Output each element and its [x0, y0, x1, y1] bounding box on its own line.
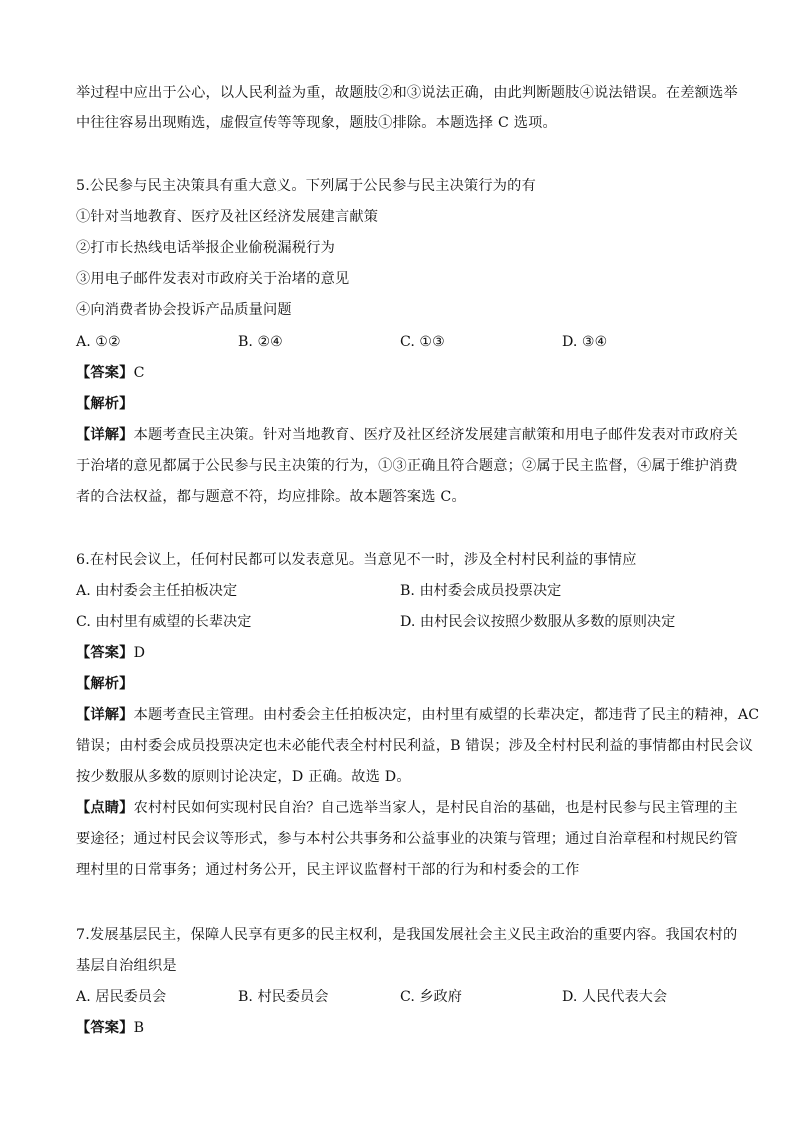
- q6-detail-text-1: 本题考查民主管理。由村委会主任拍板决定，由村里有威望的长辈决定，都违背了民主的精神，AC: [133, 707, 760, 723]
- q7-stem-1: 7.发展基层民主，保障人民享有更多的民主权利，是我国发展社会主义民主政治的重要内容。我国农村的: [76, 927, 738, 943]
- q6-stem: 6.在村民会议上，任何村民都可以发表意见。当意见不一时，涉及全村村民利益的事情应: [76, 552, 637, 568]
- q7-option-c: C. 乡政府: [400, 989, 462, 1005]
- q6-point-label: 【点睛】: [76, 800, 134, 816]
- q5-option-d: D. ③④: [562, 334, 608, 350]
- continuation-line-1: 举过程中应出于公心，以人民利益为重，故题肢②和③说法正确，由此判断题肢④说法错误。在差额选举: [76, 85, 738, 101]
- q5-detail-2: 于治堵的意见都属于公民参与民主决策的行为，①③正确且符合题意；②属于民主监督，④属于维护消费: [76, 458, 738, 474]
- q6-detail-2: 错误；由村委会成员投票决定也未必能代表全村村民利益，B 错误；涉及全村村民利益的事情都由村民会议: [76, 738, 754, 754]
- q5-answer-label: 【答案】: [76, 365, 134, 381]
- continuation-line-2: 中往往容易出现贿选，虚假宣传等等现象，题肢①排除。本题选择 C 选项。: [76, 115, 557, 131]
- q7-answer-label: 【答案】: [76, 1020, 134, 1036]
- q7-option-d: D. 人民代表大会: [562, 989, 668, 1005]
- q6-detail-label: 【详解】: [76, 707, 134, 723]
- q5-item-2: ②打市长热线电话举报企业偷税漏税行为: [76, 240, 335, 256]
- q6-option-c: C. 由村里有威望的长辈决定: [76, 614, 252, 630]
- q6-point-1: [76, 798, 740, 818]
- q7-option-a: A. 居民委员会: [76, 989, 167, 1005]
- q5-item-1: ①针对当地教育、医疗及社区经济发展建言献策: [76, 209, 379, 225]
- q5-answer: [76, 363, 740, 383]
- q5-item-4: ④向消费者协会投诉产品质量问题: [76, 302, 292, 318]
- q6-detail-1: [76, 705, 760, 725]
- q5-stem: 5.公民参与民主决策具有重大意义。下列属于公民参与民主决策行为的有: [76, 178, 536, 194]
- q5-option-b: B. ②④: [238, 334, 283, 350]
- q6-answer-label: 【答案】: [76, 645, 134, 661]
- q5-option-c: C. ①③: [400, 334, 445, 350]
- q5-detail-text-1: 本题考查民主决策。针对当地教育、医疗及社区经济发展建言献策和用电子邮件发表对市政府关: [133, 427, 738, 443]
- q6-analysis-label: 【解析】: [76, 676, 134, 692]
- q6-point-2: 要途径；通过村民会议等形式，参与本村公共事务和公益事业的决策与管理；通过自治章程和村规民约管: [76, 831, 738, 847]
- q6-answer: [76, 643, 740, 663]
- q5-item-3: ③用电子邮件发表对市政府关于治堵的意见: [76, 271, 350, 287]
- q6-option-d: D. 由村民会议按照少数服从多数的原则决定: [400, 614, 676, 630]
- q5-detail-3: 者的合法权益，都与题意不符，均应排除。故本题答案选 C。: [76, 489, 466, 505]
- q6-detail-3: 按少数服从多数的原则讨论决定，D 正确。故选 D。: [76, 769, 411, 785]
- q6-option-b: B. 由村委会成员投票决定: [400, 583, 562, 599]
- q7-answer-value: B: [133, 1020, 145, 1036]
- q5-answer-value: C: [133, 365, 145, 381]
- q5-detail-1: [76, 425, 740, 445]
- q5-analysis-label: 【解析】: [76, 396, 134, 412]
- q7-answer: [76, 1018, 740, 1038]
- q5-detail-label: 【详解】: [76, 427, 134, 443]
- q7-stem-2: 基层自治组织是: [76, 958, 177, 974]
- q6-point-text-1: 农村村民如何实现村民自治？自己选举当家人，是村民自治的基础，也是村民参与民主管理的主: [133, 800, 738, 816]
- q6-option-a: A. 由村委会主任拍板决定: [76, 583, 238, 599]
- q6-answer-value: D: [133, 645, 146, 661]
- q6-point-3: 理村里的日常事务；通过村务公开，民主评议监督村干部的行为和村委会的工作: [76, 862, 580, 878]
- q7-option-b: B. 村民委员会: [238, 989, 329, 1005]
- q5-option-a: A. ①②: [76, 334, 121, 350]
